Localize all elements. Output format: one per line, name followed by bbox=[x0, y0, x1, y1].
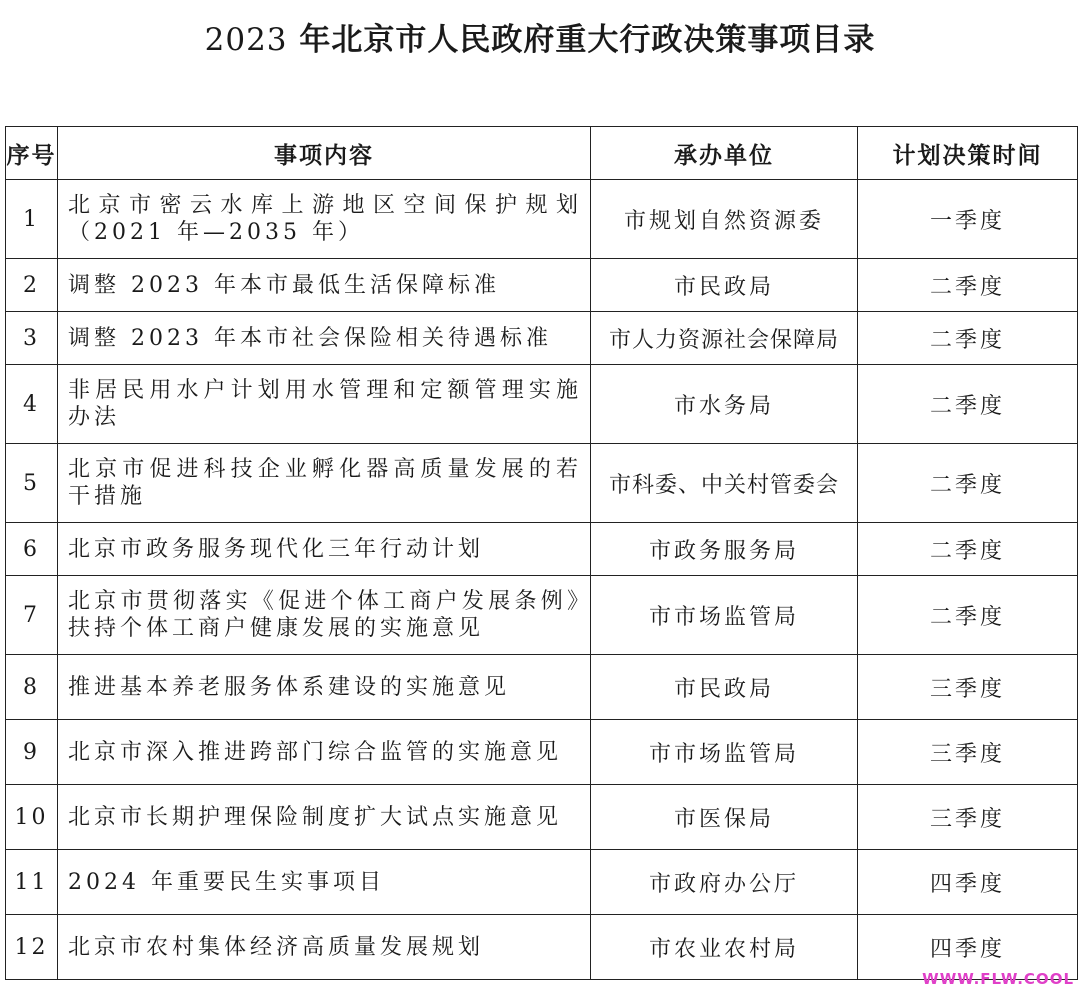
row-time: 三季度 bbox=[858, 720, 1078, 785]
table-row bbox=[6, 785, 1078, 850]
row-time: 二季度 bbox=[858, 365, 1078, 444]
table-row bbox=[6, 259, 1078, 312]
row-no: 11 bbox=[6, 850, 58, 915]
row-time: 二季度 bbox=[858, 259, 1078, 312]
row-no: 1 bbox=[6, 180, 58, 259]
row-no: 10 bbox=[6, 785, 58, 850]
row-no: 7 bbox=[6, 576, 58, 655]
row-unit: 市民政局 bbox=[591, 655, 858, 720]
row-time: 四季度 bbox=[858, 850, 1078, 915]
row-no: 5 bbox=[6, 444, 58, 523]
table-row bbox=[6, 720, 1078, 785]
table-row bbox=[6, 850, 1078, 915]
row-content: 北京市深入推进跨部门综合监管的实施意见 bbox=[58, 720, 591, 785]
site-watermark: WWW.FLW.COOL bbox=[922, 970, 1074, 988]
row-content: 北京市长期护理保险制度扩大试点实施意见 bbox=[58, 785, 591, 850]
row-unit: 市科委、中关村管委会 bbox=[591, 444, 858, 523]
row-unit: 市规划自然资源委 bbox=[591, 180, 858, 259]
row-time: 三季度 bbox=[858, 785, 1078, 850]
table-row bbox=[6, 655, 1078, 720]
row-no: 2 bbox=[6, 259, 58, 312]
row-content: 调整 2023 年本市最低生活保障标准 bbox=[58, 259, 591, 312]
row-time: 三季度 bbox=[858, 655, 1078, 720]
row-no: 4 bbox=[6, 365, 58, 444]
row-content: 2024 年重要民生实事项目 bbox=[58, 850, 591, 915]
row-content: 推进基本养老服务体系建设的实施意见 bbox=[58, 655, 591, 720]
row-unit: 市市场监管局 bbox=[591, 576, 858, 655]
row-content: 北京市密云水库上游地区空间保护规划（2021 年—2035 年） bbox=[58, 180, 591, 259]
row-time: 二季度 bbox=[858, 312, 1078, 365]
row-content: 北京市贯彻落实《促进个体工商户发展条例》扶持个体工商户健康发展的实施意见 bbox=[58, 576, 591, 655]
row-unit: 市医保局 bbox=[591, 785, 858, 850]
row-no: 3 bbox=[6, 312, 58, 365]
row-content: 北京市政务服务现代化三年行动计划 bbox=[58, 523, 591, 576]
row-unit: 市水务局 bbox=[591, 365, 858, 444]
row-unit: 市政务服务局 bbox=[591, 523, 858, 576]
row-time: 二季度 bbox=[858, 523, 1078, 576]
row-no: 6 bbox=[6, 523, 58, 576]
row-unit: 市政府办公厅 bbox=[591, 850, 858, 915]
table-header-row bbox=[6, 127, 1078, 180]
table-row bbox=[6, 180, 1078, 259]
title-text: 年北京市人民政府重大行政决策事项目录 bbox=[287, 22, 876, 58]
row-content: 北京市农村集体经济高质量发展规划 bbox=[58, 915, 591, 980]
row-time: 二季度 bbox=[858, 444, 1078, 523]
row-no: 9 bbox=[6, 720, 58, 785]
table-row bbox=[6, 523, 1078, 576]
row-unit: 市人力资源社会保障局 bbox=[591, 312, 858, 365]
row-no: 8 bbox=[6, 655, 58, 720]
document-title bbox=[0, 18, 1080, 62]
row-content: 非居民用水户计划用水管理和定额管理实施办法 bbox=[58, 365, 591, 444]
table-row bbox=[6, 312, 1078, 365]
row-unit: 市农业农村局 bbox=[591, 915, 858, 980]
table-row bbox=[6, 444, 1078, 523]
row-content: 北京市促进科技企业孵化器高质量发展的若干措施 bbox=[58, 444, 591, 523]
header-content: 事项内容 bbox=[58, 127, 591, 180]
title-year: 2023 bbox=[204, 22, 288, 58]
row-content: 调整 2023 年本市社会保险相关待遇标准 bbox=[58, 312, 591, 365]
header-time: 计划决策时间 bbox=[858, 127, 1078, 180]
row-unit: 市市场监管局 bbox=[591, 720, 858, 785]
header-unit: 承办单位 bbox=[591, 127, 858, 180]
header-no: 序号 bbox=[6, 127, 58, 180]
decision-catalog-table bbox=[5, 126, 1078, 980]
row-time: 四季度 bbox=[858, 915, 1078, 980]
row-unit: 市民政局 bbox=[591, 259, 858, 312]
row-no: 12 bbox=[6, 915, 58, 980]
table-row bbox=[6, 576, 1078, 655]
table-row bbox=[6, 915, 1078, 980]
row-time: 一季度 bbox=[858, 180, 1078, 259]
table-row bbox=[6, 365, 1078, 444]
row-time: 二季度 bbox=[858, 576, 1078, 655]
